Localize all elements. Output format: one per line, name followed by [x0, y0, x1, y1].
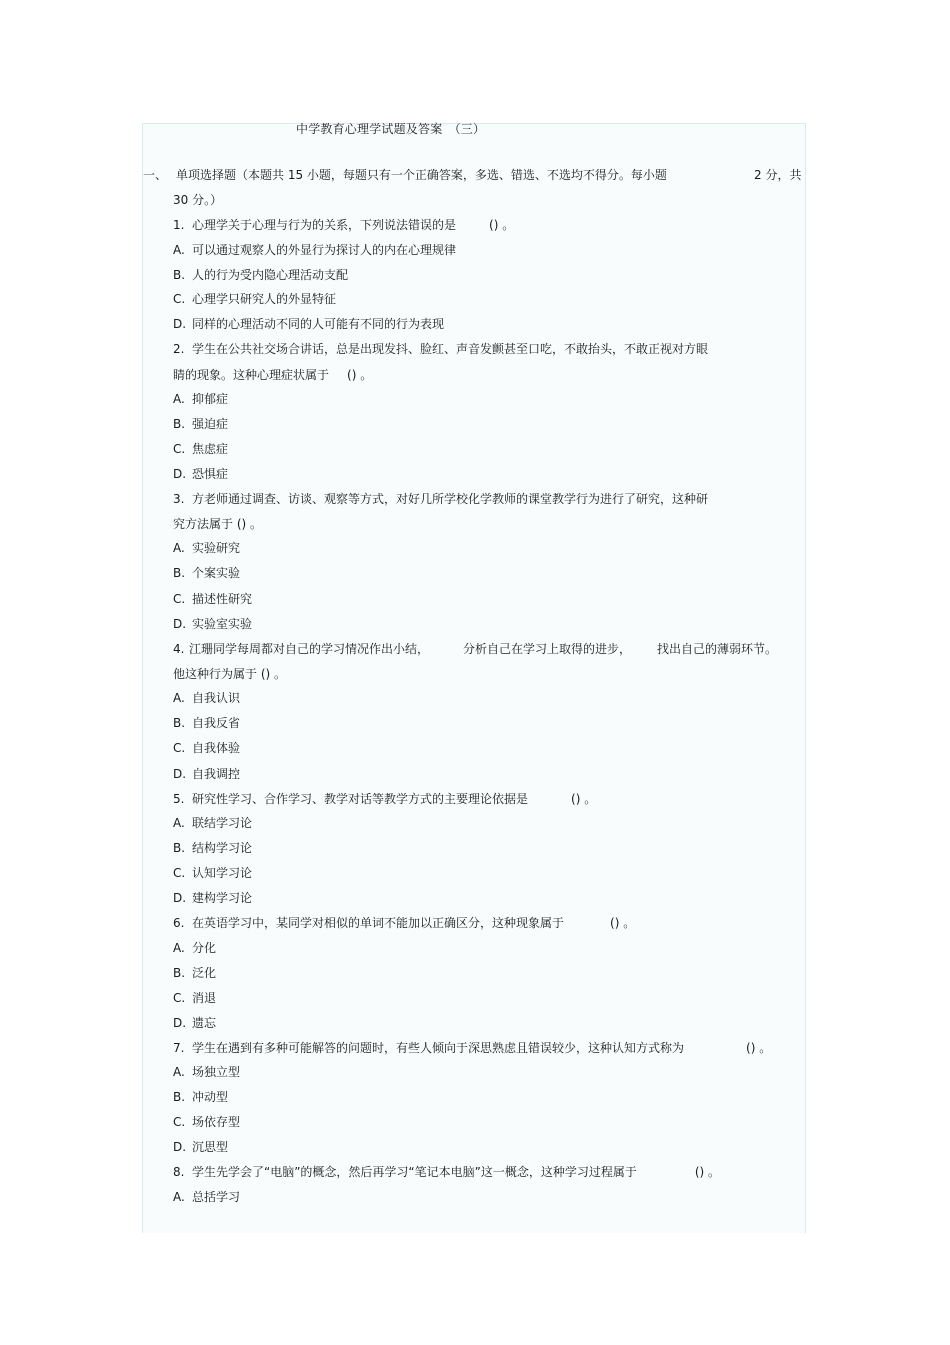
question-blank: () 。 [347, 368, 373, 382]
option-label: A. [173, 816, 185, 830]
option-label: D. [173, 1140, 187, 1154]
option-text: 人的行为受内隐心理活动支配 [192, 268, 349, 282]
question-2-cont [173, 368, 372, 382]
option-label: A. [173, 941, 185, 955]
option-2c [173, 442, 228, 456]
question-number: 8. [173, 1165, 185, 1179]
option-label: D. [173, 891, 187, 905]
option-6d [173, 1016, 216, 1030]
option-text: 心理学只研究人的外显特征 [192, 292, 337, 306]
question-5 [173, 792, 596, 806]
question-blank: () 。 [610, 916, 636, 930]
option-text: 结构学习论 [192, 841, 253, 855]
question-text-part3: 找出自己的薄弱环节。 [657, 642, 778, 656]
section-score: 2 分，共 [754, 168, 802, 182]
option-5b [173, 841, 252, 855]
option-label: A. [173, 541, 185, 555]
question-3-cont [173, 517, 262, 531]
question-1 [173, 218, 514, 232]
option-2a [173, 392, 228, 406]
option-label: D. [173, 617, 187, 631]
option-text: 恐惧症 [192, 467, 229, 481]
option-2b [173, 417, 228, 431]
question-blank: () 。 [571, 792, 597, 806]
option-text: 同样的心理活动不同的人可能有不同的行为表现 [192, 317, 445, 331]
option-3d [173, 617, 252, 631]
option-8a [173, 1190, 240, 1204]
section-number: 一、 [143, 168, 168, 182]
question-text: 方老师通过调查、访谈、观察等方式，对好几所学校化学教师的课堂教学行为进行了研究，这种研 [192, 492, 709, 506]
option-label: D. [173, 467, 187, 481]
question-text: 学生在遇到有多种可能解答的问题时，有些人倾向于深思熟虑且错误较少，这种认知方式称为 [192, 1041, 685, 1055]
question-text: 江珊同学每周都对自己的学习情况作出小结， [189, 642, 430, 656]
option-label: C. [173, 741, 186, 755]
option-4a [173, 691, 240, 705]
option-text: 联结学习论 [192, 816, 253, 830]
option-5a [173, 816, 252, 830]
option-label: B. [173, 841, 186, 855]
option-text: 个案实验 [192, 566, 241, 580]
question-text-cont: 究方法属于 () 。 [173, 517, 262, 531]
question-7 [173, 1041, 771, 1055]
option-label: B. [173, 716, 186, 730]
question-text: 研究性学习、合作学习、教学对话等教学方式的主要理论依据是 [192, 792, 529, 806]
option-6b [173, 966, 216, 980]
option-text: 建构学习论 [192, 891, 253, 905]
question-blank: () 。 [746, 1041, 772, 1055]
option-label: D. [173, 767, 187, 781]
option-label: A. [173, 691, 185, 705]
question-text-cont: 他这种行为属于 () 。 [173, 667, 286, 681]
section-heading: 单项选择题（本题共 15 小题，每题只有一个正确答案，多选、错选、不选均不得分。每小题 [176, 168, 667, 182]
option-text: 自我认识 [192, 691, 241, 705]
option-label: A. [173, 392, 185, 406]
option-text: 描述性研究 [192, 592, 253, 606]
option-label: B. [173, 966, 186, 980]
option-1a [173, 243, 456, 257]
question-number: 1. [173, 218, 185, 232]
option-label: A. [173, 243, 185, 257]
option-text: 抑郁症 [192, 392, 229, 406]
option-7c [173, 1115, 240, 1129]
option-text: 泛化 [192, 966, 217, 980]
option-label: D. [173, 1016, 187, 1030]
question-blank: () 。 [694, 1165, 721, 1179]
question-6 [173, 916, 635, 930]
option-label: D. [173, 317, 187, 331]
option-label: B. [173, 268, 186, 282]
option-5d [173, 891, 252, 905]
option-4d [173, 767, 240, 781]
option-text: 沉思型 [192, 1140, 229, 1154]
option-7d [173, 1140, 228, 1154]
option-label: C. [173, 1115, 186, 1129]
question-4 [173, 642, 777, 656]
option-text: 焦虑症 [192, 442, 229, 456]
option-5c [173, 866, 252, 880]
question-text-part2: 分析自己在学习上取得的进步， [463, 642, 632, 656]
option-6a [173, 941, 216, 955]
page-title: 中学教育心理学试题及答案 （三） [296, 122, 486, 136]
question-number: 6. [173, 916, 185, 930]
option-text: 实验研究 [192, 541, 241, 555]
question-text: 学生先学会了“电脑”的概念，然后再学习“笔记本电脑”这一概念，这种学习过程属于 [192, 1165, 637, 1179]
option-6c [173, 991, 216, 1005]
option-text: 可以通过观察人的外显行为探讨人的内在心理规律 [192, 243, 457, 257]
option-text: 场独立型 [192, 1065, 241, 1079]
question-2 [173, 342, 708, 356]
question-text: 心理学关于心理与行为的关系，下列说法错误的是 [192, 218, 457, 232]
question-number: 5. [173, 792, 185, 806]
question-8 [173, 1165, 720, 1179]
option-4c [173, 741, 240, 755]
option-label: C. [173, 442, 186, 456]
option-text: 场依存型 [192, 1115, 241, 1129]
option-7b [173, 1090, 228, 1104]
question-text-cont: 睛的现象。这种心理症状属于 [173, 368, 330, 382]
option-label: A. [173, 1065, 185, 1079]
option-text: 消退 [192, 991, 217, 1005]
option-3a [173, 541, 240, 555]
section-heading-cont: 30 分。） [173, 193, 223, 207]
question-number: 4. [173, 642, 185, 656]
question-text: 学生在公共社交场合讲话，总是出现发抖、脸红、声音发颤甚至口吃，不敢抬头，不敢正视对方眼 [192, 342, 709, 356]
question-text: 在英语学习中，某同学对相似的单词不能加以正确区分，这种现象属于 [192, 916, 565, 930]
question-number: 7. [173, 1041, 185, 1055]
option-3c [173, 592, 252, 606]
option-label: A. [173, 1190, 185, 1204]
option-1c [173, 292, 336, 306]
option-1d [173, 317, 444, 331]
option-label: C. [173, 592, 186, 606]
option-text: 总括学习 [192, 1190, 241, 1204]
option-text: 实验室实验 [192, 617, 253, 631]
question-number: 3. [173, 492, 185, 506]
option-text: 强迫症 [192, 417, 229, 431]
option-text: 自我反省 [192, 716, 241, 730]
question-number: 2. [173, 342, 185, 356]
option-7a [173, 1065, 240, 1079]
option-label: C. [173, 866, 186, 880]
option-label: B. [173, 1090, 186, 1104]
option-text: 自我调控 [192, 767, 241, 781]
option-label: C. [173, 292, 186, 306]
option-text: 冲动型 [192, 1090, 229, 1104]
option-text: 分化 [192, 941, 217, 955]
option-4b [173, 716, 240, 730]
option-label: C. [173, 991, 186, 1005]
option-label: B. [173, 417, 186, 431]
question-3 [173, 492, 708, 506]
question-4-cont [173, 667, 286, 681]
question-blank: () 。 [489, 218, 515, 232]
option-label: B. [173, 566, 186, 580]
option-1b [173, 268, 348, 282]
option-2d [173, 467, 228, 481]
option-text: 遗忘 [192, 1016, 217, 1030]
option-text: 认知学习论 [192, 866, 253, 880]
option-text: 自我体验 [192, 741, 241, 755]
option-3b [173, 566, 240, 580]
